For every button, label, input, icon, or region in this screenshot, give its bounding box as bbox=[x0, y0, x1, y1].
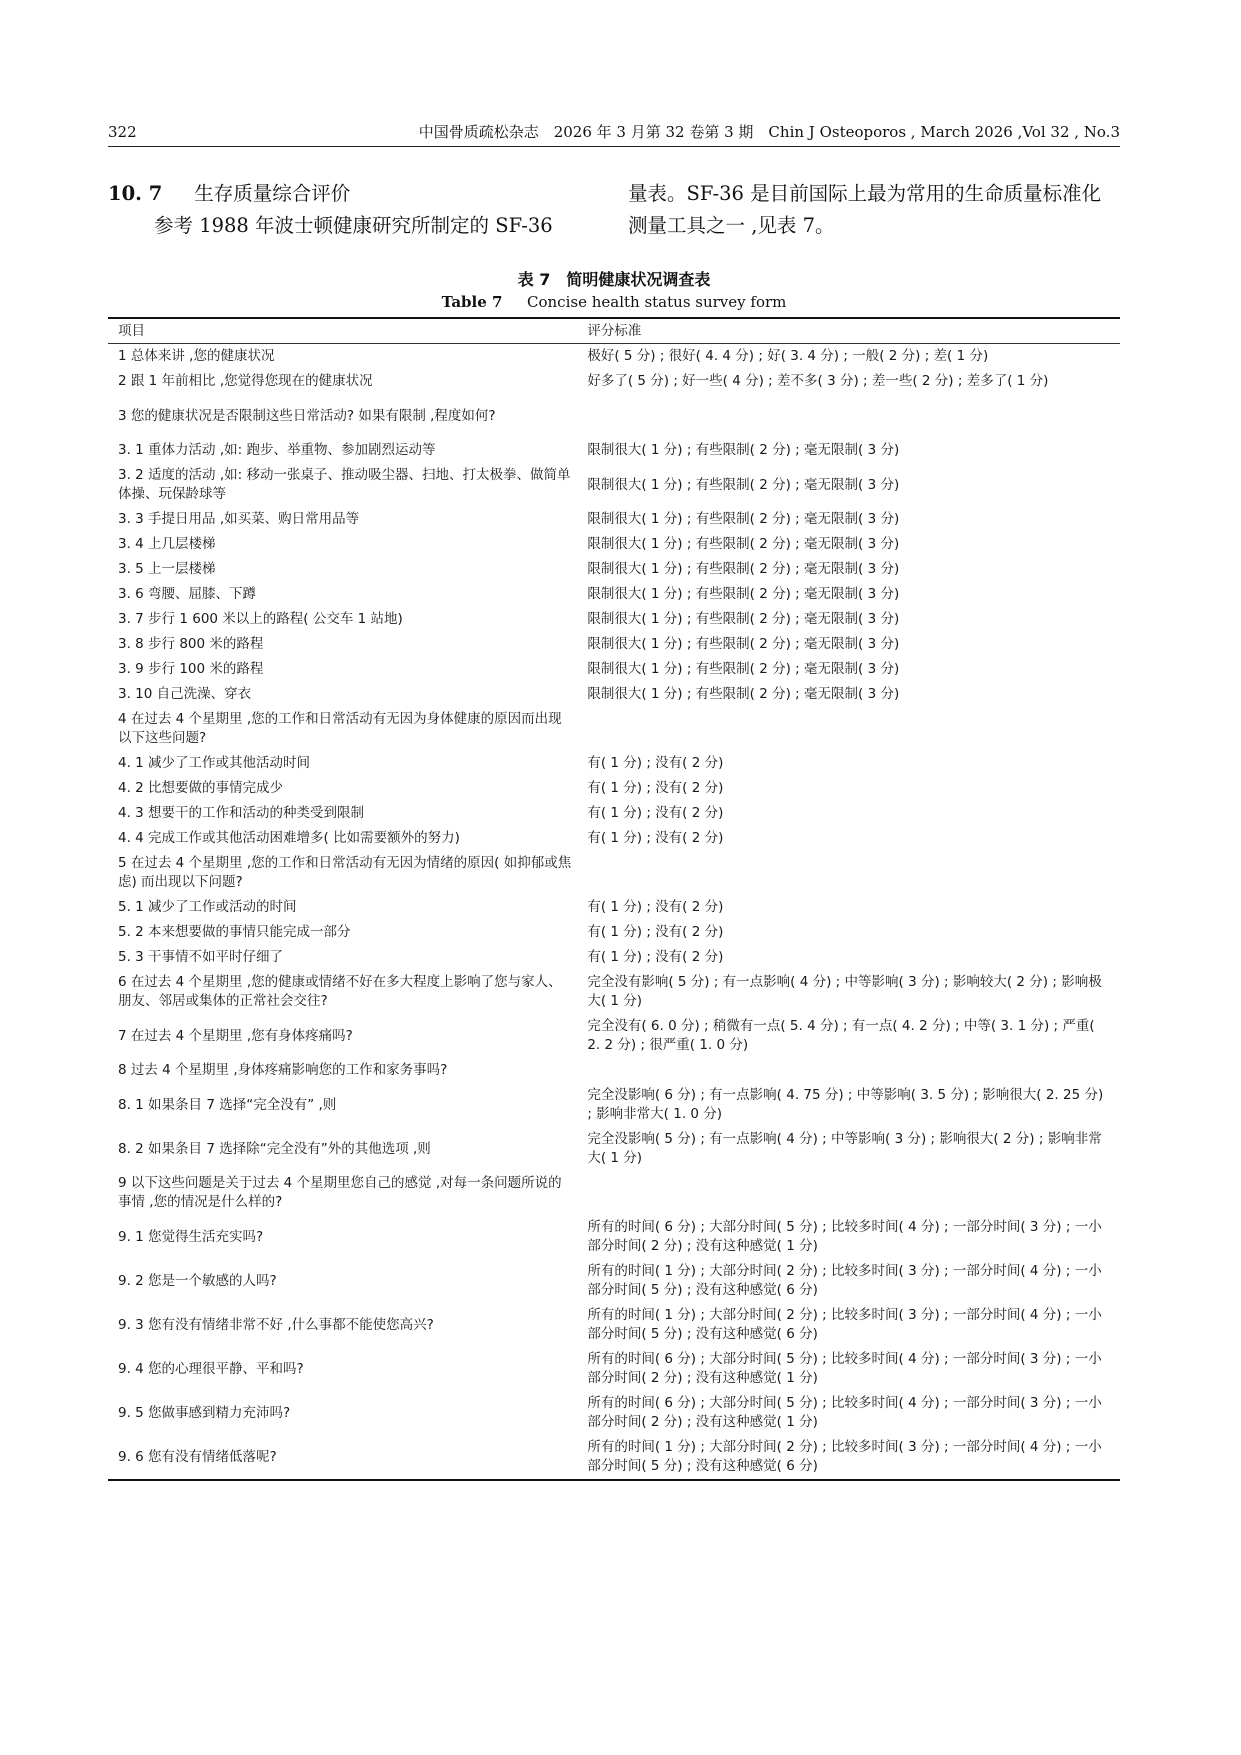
table-row bbox=[108, 851, 1120, 895]
criteria-cell bbox=[587, 726, 1120, 732]
table-row bbox=[108, 507, 1120, 532]
criteria-cell: 限制很大( 1 分) ; 有些限制( 2 分) ; 毫无限制( 3 分) bbox=[587, 611, 900, 627]
table-body bbox=[108, 344, 1120, 1479]
table-row bbox=[108, 801, 1120, 826]
criteria-cell: 所有的时间( 1 分) ; 大部分时间( 2 分) ; 比较多时间( 3 分) ; 一部分时间( 4 分) ; 一小部分时间( 5 分) ; 没有这种感觉( 6 分) bbox=[587, 1439, 1102, 1474]
sf36-table bbox=[108, 317, 1120, 1481]
item-cell: 9. 2 您是一个敏感的人吗? bbox=[118, 1272, 277, 1289]
criteria-cell: 有( 1 分) ; 没有( 2 分) bbox=[587, 780, 724, 796]
criteria-cell: 完全没影响( 6 分) ; 有一点影响( 4. 75 分) ; 中等影响( 3. 5 分) ; 影响很大( 2. 25 分) ; 影响非常大( 1. 0 分) bbox=[587, 1087, 1104, 1122]
item-cell: 3. 1 重体力活动 ,如: 跑步、举重物、参加剧烈运动等 bbox=[118, 442, 436, 458]
table-row bbox=[108, 394, 1120, 438]
table-row bbox=[108, 632, 1120, 657]
running-header bbox=[108, 122, 1120, 146]
item-cell: 4. 4 完成工作或其他活动困难增多( 比如需要额外的努力) bbox=[118, 830, 460, 846]
table-row bbox=[108, 920, 1120, 945]
criteria-cell: 有( 1 分) ; 没有( 2 分) bbox=[587, 830, 724, 846]
table-row bbox=[108, 1127, 1120, 1171]
table-row bbox=[108, 657, 1120, 682]
page-number: 322 bbox=[108, 123, 137, 141]
item-cell: 8 过去 4 个星期里 ,身体疼痛影响您的工作和家务事吗? bbox=[118, 1062, 448, 1078]
item-cell: 5. 3 干事情不如平时仔细了 bbox=[118, 949, 284, 965]
item-cell: 9. 6 您有没有情绪低落呢? bbox=[118, 1448, 277, 1465]
criteria-cell: 限制很大( 1 分) ; 有些限制( 2 分) ; 毫无限制( 3 分) bbox=[587, 661, 900, 677]
item-cell: 4. 1 减少了工作或其他活动时间 bbox=[118, 755, 311, 771]
criteria-cell: 极好( 5 分) ; 很好( 4. 4 分) ; 好( 3. 4 分) ; 一般( 2 分) ; 差( 1 分) bbox=[587, 348, 989, 364]
table-row bbox=[108, 532, 1120, 557]
item-cell: 3. 10 自己洗澡、穿衣 bbox=[118, 686, 252, 702]
table-row bbox=[108, 1347, 1120, 1391]
header-rule bbox=[108, 146, 1120, 147]
table-row bbox=[108, 582, 1120, 607]
table-row bbox=[108, 1435, 1120, 1479]
table-label-en: Table 7 bbox=[441, 293, 503, 311]
right-column bbox=[628, 178, 1120, 242]
item-cell: 8. 2 如果条目 7 选择除“完全没有”外的其他选项 ,则 bbox=[118, 1140, 431, 1157]
item-cell: 3. 7 步行 1 600 米以上的路程( 公交车 1 站地) bbox=[118, 611, 403, 627]
table-row bbox=[108, 1083, 1120, 1127]
criteria-cell: 限制很大( 1 分) ; 有些限制( 2 分) ; 毫无限制( 3 分) bbox=[587, 586, 900, 602]
criteria-cell: 完全没有影响( 5 分) ; 有一点影响( 4 分) ; 中等影响( 3 分) ; 影响较大( 2 分) ; 影响极大( 1 分) bbox=[587, 974, 1102, 1009]
item-cell: 9. 3 您有没有情绪非常不好 ,什么事都不能使您高兴? bbox=[118, 1316, 434, 1333]
table-row bbox=[108, 1014, 1120, 1058]
section-title: 生存质量综合评价 bbox=[194, 182, 351, 205]
table-row bbox=[108, 607, 1120, 632]
criteria-cell: 所有的时间( 6 分) ; 大部分时间( 5 分) ; 比较多时间( 4 分) ; 一部分时间( 3 分) ; 一小部分时间( 2 分) ; 没有这种感觉( 1 分) bbox=[587, 1351, 1102, 1386]
criteria-cell: 完全没有( 6. 0 分) ; 稍微有一点( 5. 4 分) ; 有一点( 4. 2 分) ; 中等( 3. 1 分) ; 严重( 2. 2 分) ; 很严重( 1. 0 分) bbox=[587, 1018, 1095, 1053]
criteria-cell: 有( 1 分) ; 没有( 2 分) bbox=[587, 949, 724, 965]
criteria-cell: 限制很大( 1 分) ; 有些限制( 2 分) ; 毫无限制( 3 分) bbox=[587, 561, 900, 577]
table-row bbox=[108, 463, 1120, 507]
item-cell: 2 跟 1 年前相比 ,您觉得您现在的健康状况 bbox=[118, 373, 373, 389]
table-row bbox=[108, 1259, 1120, 1303]
table-caption-en bbox=[108, 292, 1120, 312]
header-criteria: 评分标准 bbox=[587, 322, 642, 339]
criteria-cell: 有( 1 分) ; 没有( 2 分) bbox=[587, 805, 724, 821]
table-row bbox=[108, 1391, 1120, 1435]
header-item: 项目 bbox=[118, 322, 145, 339]
criteria-cell bbox=[587, 870, 1120, 876]
journal-info: 中国骨质疏松杂志 2026 年 3 月第 32 卷第 3 期 Chin J Osteoporos , March 2026 ,Vol 32 , No.3 bbox=[418, 123, 1120, 141]
criteria-cell: 所有的时间( 6 分) ; 大部分时间( 5 分) ; 比较多时间( 4 分) ; 一部分时间( 3 分) ; 一小部分时间( 2 分) ; 没有这种感觉( 1 分) bbox=[587, 1395, 1102, 1430]
criteria-cell: 有( 1 分) ; 没有( 2 分) bbox=[587, 755, 724, 771]
criteria-cell: 限制很大( 1 分) ; 有些限制( 2 分) ; 毫无限制( 3 分) bbox=[587, 536, 900, 552]
table-title-en: Concise health status survey form bbox=[527, 293, 787, 311]
table-row bbox=[108, 826, 1120, 851]
table-caption-zh: 表 7 简明健康状况调查表 bbox=[517, 270, 711, 289]
section-body-right: 量表。SF-36 是目前国际上最为常用的生命质量标准化测量工具之一 ,见表 7。 bbox=[628, 182, 1102, 237]
table-row bbox=[108, 776, 1120, 801]
section-body-left: 参考 1988 年波士顿健康研究所制定的 SF-36 bbox=[154, 214, 553, 237]
item-cell: 4. 2 比想要做的事情完成少 bbox=[118, 780, 284, 796]
criteria-cell: 限制很大( 1 分) ; 有些限制( 2 分) ; 毫无限制( 3 分) bbox=[587, 686, 900, 702]
item-cell: 3. 6 弯腰、屈膝、下蹲 bbox=[118, 586, 257, 602]
item-cell: 4 在过去 4 个星期里 ,您的工作和日常活动有无因为身体健康的原因而出现以下这些问题? bbox=[118, 711, 562, 746]
criteria-cell: 限制很大( 1 分) ; 有些限制( 2 分) ; 毫无限制( 3 分) bbox=[587, 511, 900, 527]
table-row bbox=[108, 344, 1120, 369]
item-cell: 9. 4 您的心理很平静、平和吗? bbox=[118, 1360, 304, 1377]
item-cell: 5. 2 本来想要做的事情只能完成一部分 bbox=[118, 924, 351, 940]
table-row bbox=[108, 945, 1120, 970]
item-cell: 9. 1 您觉得生活充实吗? bbox=[118, 1228, 264, 1245]
item-cell: 1 总体来讲 ,您的健康状况 bbox=[118, 348, 275, 364]
criteria-cell bbox=[587, 1190, 1120, 1196]
table-caption bbox=[108, 268, 1120, 312]
table-row bbox=[108, 707, 1120, 751]
item-cell: 3. 5 上一层楼梯 bbox=[118, 561, 216, 577]
table-row bbox=[108, 1303, 1120, 1347]
criteria-cell: 限制很大( 1 分) ; 有些限制( 2 分) ; 毫无限制( 3 分) bbox=[587, 442, 900, 458]
table-row bbox=[108, 1215, 1120, 1259]
item-cell: 3 您的健康状况是否限制这些日常活动? 如果有限制 ,程度如何? bbox=[118, 407, 496, 424]
criteria-cell: 好多了( 5 分) ; 好一些( 4 分) ; 差不多( 3 分) ; 差一些( 2 分) ; 差多了( 1 分) bbox=[587, 373, 1049, 389]
item-cell: 3. 3 手提日用品 ,如买菜、购日常用品等 bbox=[118, 511, 360, 527]
table-row bbox=[108, 1171, 1120, 1215]
table-row bbox=[108, 682, 1120, 707]
criteria-cell: 所有的时间( 1 分) ; 大部分时间( 2 分) ; 比较多时间( 3 分) ; 一部分时间( 4 分) ; 一小部分时间( 5 分) ; 没有这种感觉( 6 分) bbox=[587, 1307, 1102, 1342]
item-cell: 3. 4 上几层楼梯 bbox=[118, 536, 216, 552]
table-row bbox=[108, 751, 1120, 776]
criteria-cell bbox=[587, 413, 1120, 419]
table-row bbox=[108, 895, 1120, 920]
item-cell: 6 在过去 4 个星期里 ,您的健康或情绪不好在多大程度上影响了您与家人、朋友、邻居或集体的正常社会交往? bbox=[118, 974, 562, 1009]
item-cell: 7 在过去 4 个星期里 ,您有身体疼痛吗? bbox=[118, 1027, 353, 1044]
criteria-cell: 所有的时间( 6 分) ; 大部分时间( 5 分) ; 比较多时间( 4 分) ; 一部分时间( 3 分) ; 一小部分时间( 2 分) ; 没有这种感觉( 1 分) bbox=[587, 1219, 1102, 1254]
table-row bbox=[108, 369, 1120, 394]
criteria-cell: 有( 1 分) ; 没有( 2 分) bbox=[587, 924, 724, 940]
table-row bbox=[108, 1058, 1120, 1083]
item-cell: 9 以下这些问题是关于过去 4 个星期里您自己的感觉 ,对每一条问题所说的事情 ,您的情况是什么样的? bbox=[118, 1175, 562, 1210]
item-cell: 3. 8 步行 800 米的路程 bbox=[118, 636, 264, 652]
item-cell: 5 在过去 4 个星期里 ,您的工作和日常活动有无因为情绪的原因( 如抑郁或焦虑) 而出现以下问题? bbox=[118, 855, 572, 890]
section-10-7 bbox=[108, 178, 1120, 238]
criteria-cell: 限制很大( 1 分) ; 有些限制( 2 分) ; 毫无限制( 3 分) bbox=[587, 476, 900, 493]
table-row bbox=[108, 970, 1120, 1014]
criteria-cell: 所有的时间( 1 分) ; 大部分时间( 2 分) ; 比较多时间( 3 分) ; 一部分时间( 4 分) ; 一小部分时间( 5 分) ; 没有这种感觉( 6 分) bbox=[587, 1263, 1102, 1298]
table-row bbox=[108, 557, 1120, 582]
item-cell: 8. 1 如果条目 7 选择“完全没有” ,则 bbox=[118, 1096, 337, 1113]
item-cell: 5. 1 减少了工作或活动的时间 bbox=[118, 899, 297, 915]
item-cell: 3. 9 步行 100 米的路程 bbox=[118, 661, 264, 677]
criteria-cell: 完全没影响( 5 分) ; 有一点影响( 4 分) ; 中等影响( 3 分) ; 影响很大( 2 分) ; 影响非常大( 1 分) bbox=[587, 1131, 1102, 1166]
table-row bbox=[108, 438, 1120, 463]
table-header-row bbox=[108, 319, 1120, 344]
item-cell: 3. 2 适度的活动 ,如: 移动一张桌子、推动吸尘器、扫地、打太极拳、做简单体操、玩保龄球等 bbox=[118, 467, 571, 502]
item-cell: 4. 3 想要干的工作和活动的种类受到限制 bbox=[118, 805, 365, 821]
section-number: 10. 7 bbox=[108, 182, 163, 205]
criteria-cell: 限制很大( 1 分) ; 有些限制( 2 分) ; 毫无限制( 3 分) bbox=[587, 636, 900, 652]
left-column bbox=[108, 178, 598, 242]
criteria-cell: 有( 1 分) ; 没有( 2 分) bbox=[587, 899, 724, 915]
item-cell: 9. 5 您做事感到精力充沛吗? bbox=[118, 1404, 291, 1421]
